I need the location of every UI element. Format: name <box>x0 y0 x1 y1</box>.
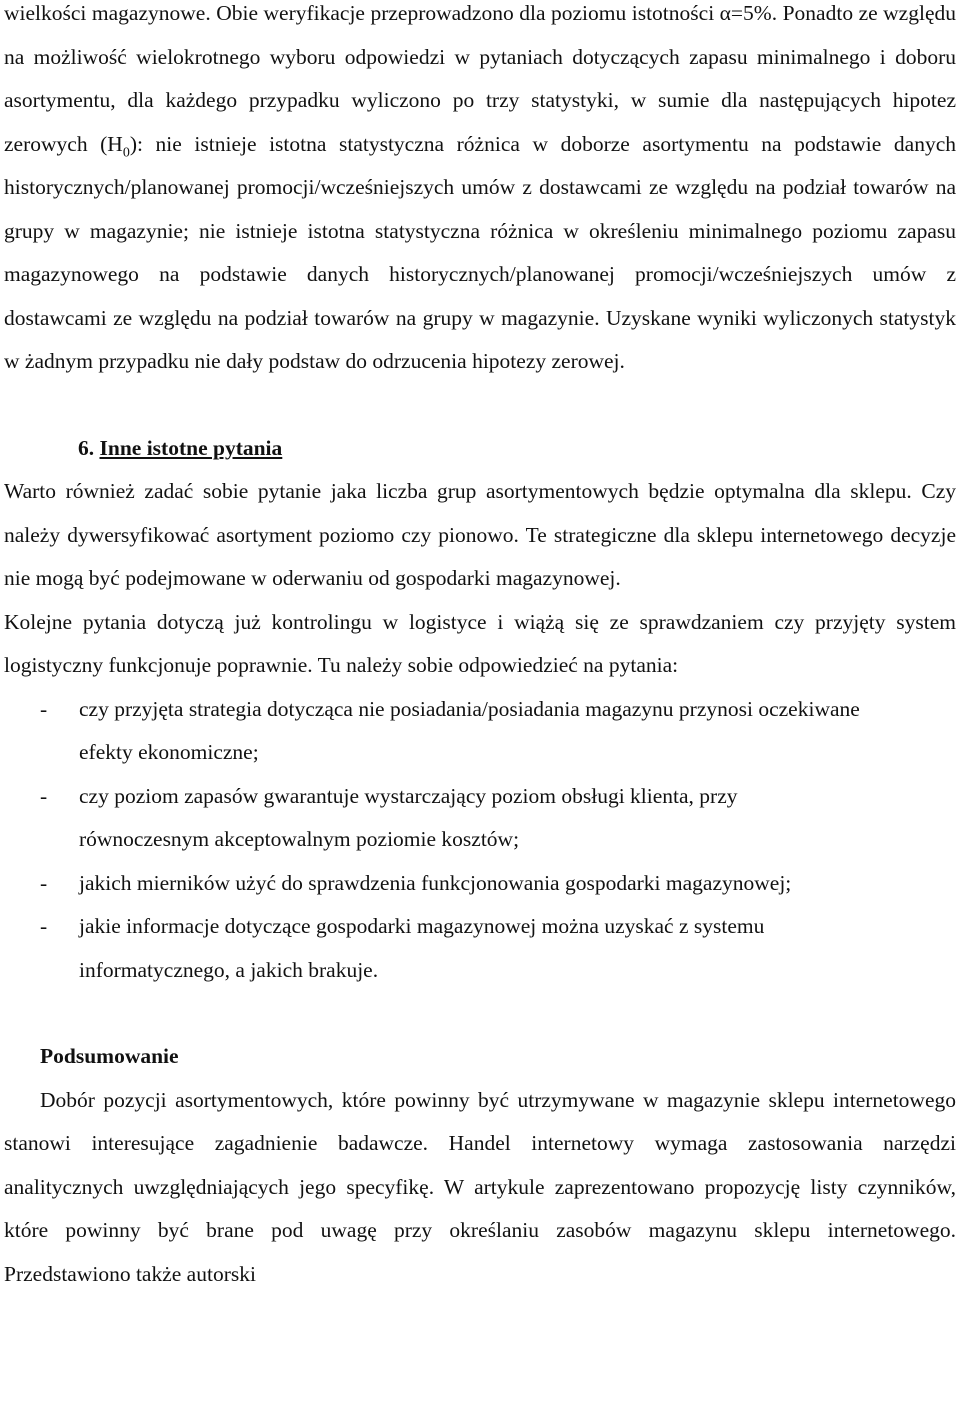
document-page <box>4 0 956 1296</box>
section-6-paragraph-2: Kolejne pytania dotyczą już kontrolingu w logistyce i wiążą się ze sprawdzaniem czy przyjęty system logistyczny funkcjonuje poprawnie. Tu należy sobie odpowiedzieć na pytania: <box>4 609 956 677</box>
list-item <box>4 688 956 775</box>
section-6-title: Inne istotne pytania <box>99 435 283 460</box>
dash-bullet: - <box>40 783 48 808</box>
list-item-text: czy przyjęta strategia dotycząca nie posiadania/posiadania magazynu przynosi oczekiwane efekty ekonomiczne; <box>79 696 860 764</box>
summary-paragraph: Dobór pozycji asortymentowych, które powinny być utrzymywane w magazynie sklepu internetowego stanowi interesujące zagadnienie badawcze. Handel internetowy wymaga zastosowania narzędzi analitycznych uwzględniających jego specyfikę. W artykule zaprezentowano propozycję listy czynników, które powinny być brane pod uwagę przy określaniu zasobów magazynu sklepu internetowego. Przedstawiono także autorski <box>4 1087 956 1286</box>
section-6-paragraph-1: Warto również zadać sobie pytanie jaka liczba grup asortymentowych będzie optymalna dla sklepu. Czy należy dywersyfikować asortyment poziomo czy pionowo. Te strategiczne dla sklepu internetowego decyzje nie mogą być podejmowane w oderwaniu od gospodarki magazynowej. <box>4 479 956 590</box>
list-item <box>4 862 956 906</box>
list-item-text: jakich mierników użyć do sprawdzenia funkcjonowania gospodarki magazynowej; <box>79 870 792 895</box>
dash-bullet: - <box>40 914 48 938</box>
dash-bullet: - <box>40 696 48 721</box>
intro-text-part1: wielkości magazynowe. Obie weryfikacje przeprowadzono dla poziomu istotności α=5%. Ponadto ze względu na możliwość wielokrotnego wyboru odpowiedzi w pytaniach dotyczących zapasu minimalnego i doboru asortymentu, dla każdego przypadku wyliczono po trzy statystyki, w sumie dla następujących hipotez zerowych (H <box>4 1 956 156</box>
list-item <box>4 775 956 862</box>
section-6-heading <box>4 427 956 471</box>
summary-heading: Podsumowanie <box>40 1044 179 1068</box>
dash-bullet: - <box>40 870 48 895</box>
section-6-number: 6. <box>78 435 95 460</box>
list-item-text: jakie informacje dotyczące gospodarki magazynowej można uzyskać z systemu informatycznego, a jakich brakuje. <box>79 914 765 982</box>
intro-paragraph <box>4 0 956 384</box>
list-item <box>4 905 956 992</box>
questions-list <box>4 688 956 993</box>
intro-text-part2: ): nie istnieje istotna statystyczna różnica w doborze asortymentu na podstawie danych historycznych/planowanej promocji/wcześniejszych umów z dostawcami ze względu na podział towarów na grupy w magazynie; nie istnieje istotna statystyczna różnica w określeniu minimalnego poziomu zapasu magazynowego na podstawie danych historycznych/planowanej promocji/wcześniejszych umów z dostawcami ze względu na podział towarów na grupy w magazynie. Uzyskane wyniki wyliczonych statystyk w żadnym przypadku nie dały podstaw do odrzucenia hipotezy zerowej. <box>4 131 956 373</box>
list-item-text: czy poziom zapasów gwarantuje wystarczający poziom obsługi klienta, przy równoczesnym akceptowalnym poziomie kosztów; <box>79 783 738 851</box>
h0-subscript: 0 <box>122 144 130 160</box>
